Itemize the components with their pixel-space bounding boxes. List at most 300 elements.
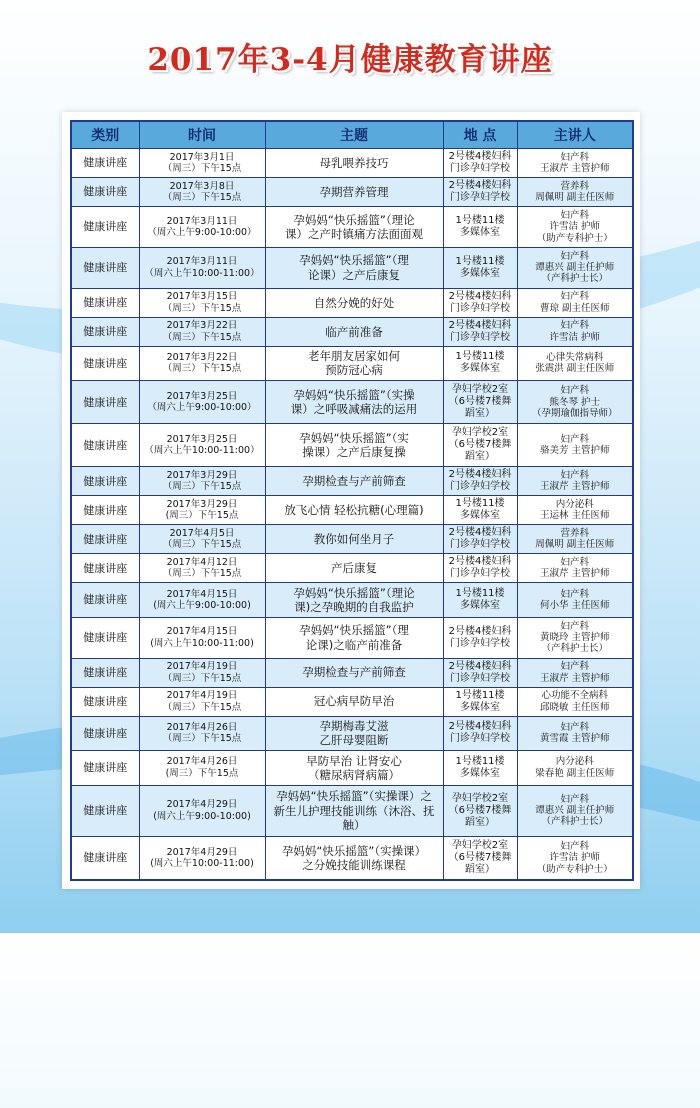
time-cell (139, 583, 265, 618)
time-cell-line: 2017年4月29日 (166, 846, 238, 858)
time-cell-line: 2017年3月25日 (166, 433, 238, 445)
topic-cell (265, 149, 443, 178)
topic-cell-line: 放飞心情 轻松抗糖(心理篇) (284, 502, 424, 517)
time-cell-line: （周六上午9:00-10:00） (147, 226, 257, 238)
table-row (71, 751, 633, 786)
speaker-cell-line: 谭惠兴 副主任护师 (535, 262, 615, 274)
time-cell-line: 2017年3月22日 (166, 352, 238, 364)
page-title: 2017年3-4月健康教育讲座 (147, 42, 553, 78)
speaker-cell (517, 554, 633, 583)
topic-cell-line: 早防早治 让肾安心 (306, 753, 402, 768)
speaker-cell (517, 247, 633, 288)
time-cell-line: （周六上午9:00-10:00） (147, 402, 257, 414)
location-cell-line: 1号楼11楼 (455, 351, 505, 363)
time-cell-line: 2017年4月26日 (166, 721, 238, 733)
category-cell: 健康讲座 (71, 247, 139, 288)
speaker-cell-line: 内分泌科 (555, 498, 594, 510)
time-cell-line: 2017年3月29日 (166, 498, 238, 510)
table-row (71, 617, 633, 658)
time-cell-line: 2017年3月22日 (166, 320, 238, 332)
table-row (71, 346, 633, 381)
speaker-cell-line: 内分泌科 (555, 756, 594, 768)
time-cell-line: 2017年4月29日 (166, 799, 238, 811)
speaker-cell-line: 妇产科 (560, 291, 589, 303)
location-cell-line: 门诊孕妇学校 (450, 637, 510, 649)
location-cell-line: （6号楼7楼舞 (448, 851, 512, 863)
location-cell-line: 孕妇学校2室 (451, 427, 509, 439)
time-cell-line: （周三）下午15点 (162, 481, 242, 493)
topic-cell-line: 论课)之临产前准备 (305, 637, 403, 652)
location-cell-line: 2号楼4楼妇科 (448, 556, 512, 568)
location-cell-line: 2号楼4楼妇科 (448, 721, 512, 733)
location-cell (443, 525, 517, 554)
category-cell: 健康讲座 (71, 583, 139, 618)
time-cell-line: 2017年3月25日 (166, 390, 238, 402)
schedule-panel (62, 112, 640, 889)
location-cell-line: 门诊孕妇学校 (450, 481, 510, 493)
topic-cell-line: 孕期检查与产前筛查 (302, 665, 406, 680)
time-cell-line: 2017年4月26日 (166, 756, 238, 768)
speaker-cell-line: 妇产科 (560, 840, 589, 852)
speaker-cell (517, 178, 633, 207)
location-cell (443, 317, 517, 346)
speaker-cell-line: 许雪洁 护师 (549, 852, 601, 864)
location-cell-line: 多媒体室 (460, 701, 500, 713)
category-cell: 健康讲座 (71, 178, 139, 207)
topic-cell-line: 母乳喂养技巧 (319, 155, 389, 170)
time-cell-line: （周三）下午15点 (162, 672, 242, 684)
table-row (71, 317, 633, 346)
time-cell-line: （周三）下午15点 (162, 163, 242, 174)
time-cell-line: 2017年4月15日 (166, 626, 238, 638)
category-cell: 健康讲座 (71, 288, 139, 317)
location-cell-line: 门诊孕妇学校 (450, 672, 510, 684)
speaker-cell (517, 658, 633, 687)
speaker-cell-line: 妇产科 (560, 469, 589, 481)
time-cell-line: 2017年3月29日 (166, 469, 238, 481)
category-cell: 健康讲座 (71, 207, 139, 248)
time-cell-line: (周三）下午15点 (165, 767, 239, 779)
speaker-cell-line: 妇产科 (560, 793, 589, 805)
location-cell-line: 1号楼11楼 (455, 689, 505, 701)
location-cell (443, 658, 517, 687)
time-cell (139, 149, 265, 178)
location-cell (443, 785, 517, 836)
speaker-cell-line: 妇产科 (560, 209, 589, 221)
table-row (71, 785, 633, 836)
location-cell (443, 836, 517, 880)
speaker-cell-line: 妇产科 (560, 661, 589, 673)
topic-cell-line: （糖尿病肾病篇） (308, 767, 400, 782)
speaker-cell-line: 王淑芹 主管护师 (539, 672, 610, 684)
time-cell-line: (周六上午10:00-11:00) (150, 857, 254, 869)
speaker-cell-line: （孕期瑜伽指导师） (531, 407, 618, 419)
topic-cell-line: 新生儿护理技能训练（沐浴、抚触） (273, 803, 435, 832)
topic-cell (265, 467, 443, 496)
topic-cell-line: 乙肝母婴阻断 (319, 733, 389, 748)
topic-cell-line: 孕妈妈“快乐摇篮”（实操 (293, 387, 415, 402)
time-cell (139, 346, 265, 381)
header-location: 地 点 (443, 121, 517, 149)
category-cell: 健康讲座 (71, 525, 139, 554)
table-row (71, 836, 633, 880)
time-cell (139, 178, 265, 207)
topic-cell (265, 178, 443, 207)
speaker-cell-line: 心律失常病科 (546, 352, 604, 364)
time-cell (139, 687, 265, 716)
topic-cell (265, 687, 443, 716)
speaker-cell-line: （产科护士长） (541, 273, 608, 285)
table-row (71, 149, 633, 178)
time-cell-line: （周三）下午15点 (162, 568, 242, 580)
header-speaker: 主讲人 (517, 121, 633, 149)
topic-cell-line: 孕妈妈“快乐摇篮”（实操课）之 (276, 789, 432, 804)
speaker-cell (517, 525, 633, 554)
time-cell (139, 658, 265, 687)
location-cell-line: 孕妇学校2室 (451, 792, 509, 804)
time-cell-line: （周六上午10:00-11:00） (144, 445, 260, 457)
time-cell-line: 2017年3月15日 (166, 291, 238, 303)
time-cell-line: （周三）下午15点 (162, 701, 242, 713)
speaker-cell (517, 424, 633, 467)
location-cell (443, 687, 517, 716)
topic-cell (265, 288, 443, 317)
speaker-cell-line: （助产专科护士） (536, 232, 613, 244)
speaker-cell-line: 黄晓玲 主管护师 (539, 631, 610, 643)
speaker-cell-line: 王淑芹 主管护师 (539, 568, 610, 580)
topic-cell (265, 617, 443, 658)
speaker-cell-line: 张震洪 副主任医师 (535, 363, 615, 375)
speaker-cell-line: 周佩明 副主任医师 (535, 539, 615, 551)
speaker-cell (517, 716, 633, 751)
time-cell (139, 467, 265, 496)
speaker-cell-line: 妇产科 (560, 250, 589, 262)
location-cell (443, 207, 517, 248)
location-cell-line: 门诊孕妇学校 (450, 568, 510, 580)
category-cell: 健康讲座 (71, 317, 139, 346)
topic-cell-line: 老年朋友居家如何 (308, 349, 400, 364)
time-cell-line: （周三）下午15点 (162, 733, 242, 745)
table-row (71, 467, 633, 496)
location-cell (443, 178, 517, 207)
location-cell-line: （6号楼7楼舞 (448, 804, 512, 816)
time-cell-line: (周六上午9:00-10:00) (153, 810, 251, 822)
speaker-cell-line: 熊冬琴 护士 (549, 396, 601, 408)
speaker-cell (517, 149, 633, 178)
time-cell (139, 525, 265, 554)
topic-cell-line: 孕妈妈“快乐摇篮”（理论 (293, 212, 415, 227)
time-cell-line: (周六上午10:00-11:00) (150, 637, 254, 649)
speaker-cell (517, 496, 633, 525)
time-cell (139, 785, 265, 836)
header-topic: 主题 (265, 121, 443, 149)
speaker-cell-line: 妇产科 (560, 433, 589, 445)
time-cell-line: 2017年4月12日 (166, 556, 238, 568)
speaker-cell-line: 营养科 (560, 527, 589, 539)
location-cell-line: 2号楼4楼妇科 (448, 290, 512, 302)
speaker-cell-line: 妇产科 (560, 620, 589, 632)
time-cell (139, 247, 265, 288)
category-cell: 健康讲座 (71, 149, 139, 178)
topic-cell-line: 孕期营养管理 (319, 184, 389, 199)
table-row (71, 525, 633, 554)
speaker-cell-line: 骆美芳 主管护师 (539, 445, 610, 457)
location-cell-line: 孕妇学校2室 (451, 839, 509, 851)
location-cell-line: 门诊孕妇学校 (450, 163, 510, 174)
topic-cell-line: 课)之孕晚期的自我监护 (294, 599, 414, 614)
speaker-cell (517, 785, 633, 836)
location-cell-line: 1号楼11楼 (455, 755, 505, 767)
location-cell-line: 2号楼4楼妇科 (448, 527, 512, 539)
time-cell (139, 716, 265, 751)
speaker-cell (517, 751, 633, 786)
time-cell-line: 2017年3月1日 (169, 151, 235, 163)
topic-cell (265, 554, 443, 583)
speaker-cell (517, 207, 633, 248)
header-category: 类别 (71, 121, 139, 149)
location-cell-line: 蹈室） (465, 451, 495, 463)
time-cell (139, 836, 265, 880)
time-cell-line: 2017年4月19日 (166, 690, 238, 702)
location-cell-line: 蹈室） (465, 408, 495, 420)
time-cell-line: 2017年3月8日 (169, 180, 235, 192)
time-cell-line: 2017年4月15日 (166, 588, 238, 600)
category-cell: 健康讲座 (71, 467, 139, 496)
location-cell (443, 149, 517, 178)
time-cell (139, 288, 265, 317)
speaker-cell-line: 王淑芹 主管护师 (539, 481, 610, 493)
speaker-cell (517, 687, 633, 716)
topic-cell-line: 之分娩技能训练课程 (302, 857, 406, 872)
time-cell-line: 2017年4月5日 (169, 527, 235, 539)
table-row (71, 554, 633, 583)
location-cell-line: 门诊孕妇学校 (450, 733, 510, 745)
location-cell-line: 多媒体室 (460, 363, 500, 375)
table-body (71, 149, 633, 881)
speaker-cell (517, 583, 633, 618)
category-cell: 健康讲座 (71, 751, 139, 786)
table-row (71, 583, 633, 618)
location-cell (443, 583, 517, 618)
location-cell-line: 多媒体室 (460, 226, 500, 238)
time-cell-line: (周三）下午15点 (165, 510, 239, 522)
location-cell (443, 424, 517, 467)
speaker-cell-line: 许雪洁 护师 (549, 331, 601, 343)
topic-cell-line: 产后康复 (331, 560, 377, 575)
speaker-cell-line: （产科护士长） (541, 816, 608, 828)
table-row (71, 247, 633, 288)
location-cell-line: 2号楼4楼妇科 (448, 660, 512, 672)
category-cell: 健康讲座 (71, 381, 139, 424)
location-cell-line: 多媒体室 (460, 510, 500, 522)
topic-cell-line: 孕妈妈“快乐摇篮”（理 (299, 253, 409, 268)
topic-cell (265, 836, 443, 880)
location-cell-line: 多媒体室 (460, 767, 500, 779)
speaker-cell-line: 黄雪霞 主管护师 (539, 733, 610, 745)
table-row (71, 716, 633, 751)
speaker-cell-line: 妇产科 (560, 721, 589, 733)
table-row (71, 178, 633, 207)
speaker-cell-line: 妇产科 (560, 320, 589, 332)
location-cell-line: 2号楼4楼妇科 (448, 180, 512, 192)
topic-cell (265, 785, 443, 836)
lecture-schedule-table (70, 120, 634, 881)
time-cell (139, 751, 265, 786)
location-cell-line: 门诊孕妇学校 (450, 192, 510, 204)
location-cell-line: （6号楼7楼舞 (448, 396, 512, 408)
speaker-cell (517, 617, 633, 658)
location-cell-line: 孕妇学校2室 (451, 384, 509, 396)
time-cell-line: （周三）下午15点 (162, 192, 242, 204)
speaker-cell (517, 381, 633, 424)
topic-cell-line: 孕妈妈“快乐摇篮”（理 (299, 623, 409, 638)
speaker-cell-line: （产科护士长） (541, 643, 608, 655)
speaker-cell-line: 心功能不全病科 (541, 690, 608, 702)
location-cell-line: 多媒体室 (460, 599, 500, 611)
speaker-cell-line: 妇产科 (560, 151, 589, 163)
table-row (71, 658, 633, 687)
time-cell (139, 424, 265, 467)
speaker-cell (517, 836, 633, 880)
topic-cell-line: 自然分娩的好处 (313, 295, 395, 310)
topic-cell (265, 583, 443, 618)
location-cell (443, 467, 517, 496)
location-cell-line: 门诊孕妇学校 (450, 331, 510, 343)
time-cell-line: （周三）下午15点 (162, 302, 242, 314)
location-cell-line: 1号楼11楼 (455, 587, 505, 599)
location-cell (443, 346, 517, 381)
topic-cell-line: 孕妈妈“快乐摇篮”（理论 (293, 585, 415, 600)
speaker-cell (517, 288, 633, 317)
category-cell: 健康讲座 (71, 617, 139, 658)
category-cell: 健康讲座 (71, 346, 139, 381)
category-cell: 健康讲座 (71, 716, 139, 751)
location-cell-line: 门诊孕妇学校 (450, 539, 510, 551)
topic-cell (265, 424, 443, 467)
table-row (71, 207, 633, 248)
time-cell-line: （周三）下午15点 (162, 539, 242, 551)
time-cell (139, 317, 265, 346)
topic-cell-line: 教你如何坐月子 (313, 531, 395, 546)
header-time: 时间 (139, 121, 265, 149)
topic-cell-line: 孕期检查与产前筛查 (302, 473, 406, 488)
location-cell-line: 2号楼4楼妇科 (448, 151, 512, 162)
location-cell-line: 门诊孕妇学校 (450, 302, 510, 314)
speaker-cell (517, 467, 633, 496)
speaker-cell-line: 谭惠兴 副主任护师 (535, 805, 615, 817)
table-row (71, 496, 633, 525)
location-cell (443, 288, 517, 317)
topic-cell-line: 孕期梅毒艾滋 (319, 718, 389, 733)
topic-cell (265, 346, 443, 381)
speaker-cell (517, 346, 633, 381)
location-cell-line: 多媒体室 (460, 267, 500, 279)
table-row (71, 288, 633, 317)
topic-cell-line: 孕妈妈“快乐摇篮”（实 (299, 430, 409, 445)
time-cell-line: 2017年3月11日 (166, 256, 238, 268)
topic-cell-line: 课）之呼吸减痛法的运用 (290, 402, 418, 417)
location-cell-line: 1号楼11楼 (455, 214, 505, 226)
speaker-cell-line: 何小华 主任医师 (539, 599, 610, 611)
location-cell (443, 381, 517, 424)
location-cell-line: 2号楼4楼妇科 (448, 625, 512, 637)
table-row (71, 381, 633, 424)
topic-cell-line: 临产前准备 (325, 324, 383, 339)
speaker-cell-line: 梁春艳 副主任医师 (535, 767, 615, 779)
speaker-cell (517, 317, 633, 346)
location-cell-line: 蹈室） (465, 863, 495, 875)
location-cell-line: 1号楼11楼 (455, 255, 505, 267)
topic-cell (265, 658, 443, 687)
speaker-cell-line: 营养科 (560, 180, 589, 192)
topic-cell-line: 论课）之产后康复 (308, 267, 400, 282)
category-cell: 健康讲座 (71, 658, 139, 687)
table-row (71, 687, 633, 716)
time-cell-line: （周六上午10:00-11:00） (144, 267, 260, 279)
topic-cell-line: 课）之产时镇痛方法面面观 (285, 226, 423, 241)
speaker-cell-line: 王运林 主任医师 (539, 510, 610, 522)
topic-cell (265, 207, 443, 248)
topic-cell-line: 冠心病早防早治 (313, 694, 395, 709)
speaker-cell-line: 周佩明 副主任医师 (535, 192, 615, 204)
topic-cell (265, 716, 443, 751)
speaker-cell-line: 妇产科 (560, 556, 589, 568)
topic-cell-line: 操课）之产后康复操 (302, 445, 406, 460)
speaker-cell-line: 王淑芹 主管护师 (539, 163, 610, 174)
location-cell (443, 554, 517, 583)
time-cell (139, 207, 265, 248)
location-cell-line: （6号楼7楼舞 (448, 439, 512, 451)
location-cell (443, 716, 517, 751)
time-cell (139, 496, 265, 525)
location-cell (443, 247, 517, 288)
speaker-cell-line: 妇产科 (560, 588, 589, 600)
topic-cell (265, 496, 443, 525)
table-header-row (71, 121, 633, 149)
topic-cell (265, 317, 443, 346)
category-cell: 健康讲座 (71, 424, 139, 467)
topic-cell (265, 381, 443, 424)
time-cell-line: (周六上午9:00-10:00) (153, 599, 251, 611)
topic-cell (265, 751, 443, 786)
time-cell-line: 2017年4月19日 (166, 661, 238, 673)
category-cell: 健康讲座 (71, 554, 139, 583)
topic-cell-line: 孕妈妈“快乐摇篮”（实操课） (281, 843, 427, 858)
location-cell-line: 2号楼4楼妇科 (448, 469, 512, 481)
time-cell (139, 617, 265, 658)
topic-cell (265, 247, 443, 288)
location-cell-line: 1号楼11楼 (455, 498, 505, 510)
category-cell: 健康讲座 (71, 836, 139, 880)
location-cell (443, 751, 517, 786)
location-cell (443, 617, 517, 658)
speaker-cell-line: 妇产科 (560, 385, 589, 397)
speaker-cell-line: 许雪洁 护师 (549, 221, 601, 233)
table-row (71, 424, 633, 467)
speaker-cell-line: 邱晓敏 主任医师 (539, 701, 610, 713)
time-cell-line: （周三）下午15点 (162, 331, 242, 343)
time-cell (139, 381, 265, 424)
speaker-cell-line: （助产专科护士） (536, 863, 613, 875)
category-cell: 健康讲座 (71, 785, 139, 836)
category-cell: 健康讲座 (71, 496, 139, 525)
topic-cell (265, 525, 443, 554)
location-cell-line: 2号楼4楼妇科 (448, 319, 512, 331)
time-cell-line: 2017年3月11日 (166, 215, 238, 227)
category-cell: 健康讲座 (71, 687, 139, 716)
time-cell-line: （周三）下午15点 (162, 363, 242, 375)
time-cell (139, 554, 265, 583)
